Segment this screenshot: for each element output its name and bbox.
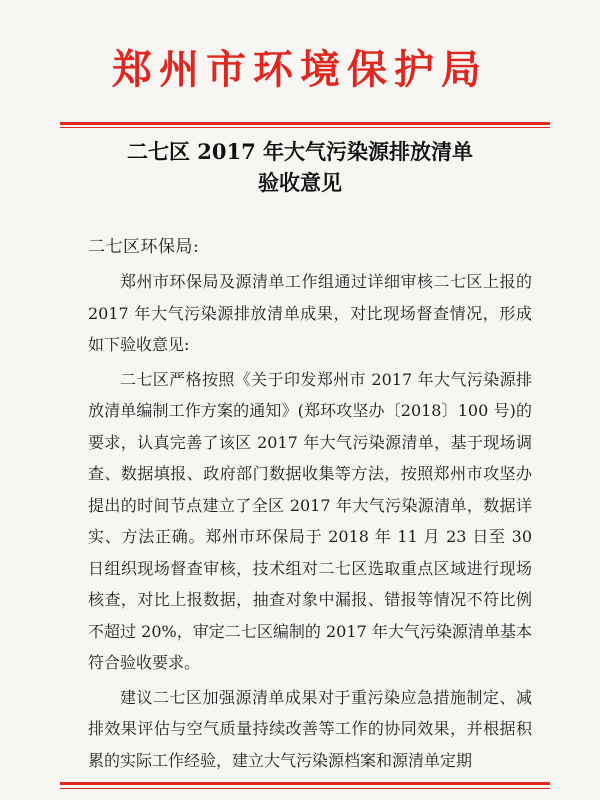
letterhead-rule-thick — [60, 122, 550, 125]
paragraph-intro: 郑州市环保局及源清单工作组通过详细审核二七区上报的 2017 年大气污染源排放清单成果，对比现场督查情况，形成如下验收意见: — [88, 272, 532, 354]
footer-rule-thick — [60, 782, 550, 785]
salutation: 二七区环保局: — [88, 237, 200, 257]
paragraph-assessment: 二七区严格按照《关于印发郑州市 2017 年大气污染源排放清单编制工作方案的通知》(郑环攻坚办〔2018〕100 号)的要求，认真完善了该区 2017 年大气污染源清单，基于现场调查、数据填报、政府部门数据收集等方法，按照郑州市攻坚办提出的时间节点建立了全区 2017 年大气污染源清单，数据详实、方法正确。郑州市环保局于 2018 年 11 月 23 日至 30 日组织现场督查审核，技术组对二七区选取重点区域进行现场核查，对比上报数据，抽查对象中漏报、错报等情况不符比例不超过 20%，审定二七区编制的 2017 年大气污染源清单基本符合验收要求。 — [88, 369, 532, 672]
letterhead-rule-thin — [60, 127, 550, 128]
letterhead-org-name: 郑州市环境保护局 — [112, 46, 488, 93]
document-body — [88, 266, 532, 776]
footer-rule-thin — [60, 788, 550, 789]
document-title-line2: 验收意见 — [258, 170, 342, 195]
paragraph-recommendation: 建议二七区加强源清单成果对于重污染应急措施制定、减排效果评估与空气质量持续改善等工作的协同效果，并根据积累的实际工作经验，建立大气污染源档案和源清单定期 — [88, 687, 532, 770]
document-title-line1: 二七区 2017 年大气污染源排放清单 — [126, 139, 474, 164]
